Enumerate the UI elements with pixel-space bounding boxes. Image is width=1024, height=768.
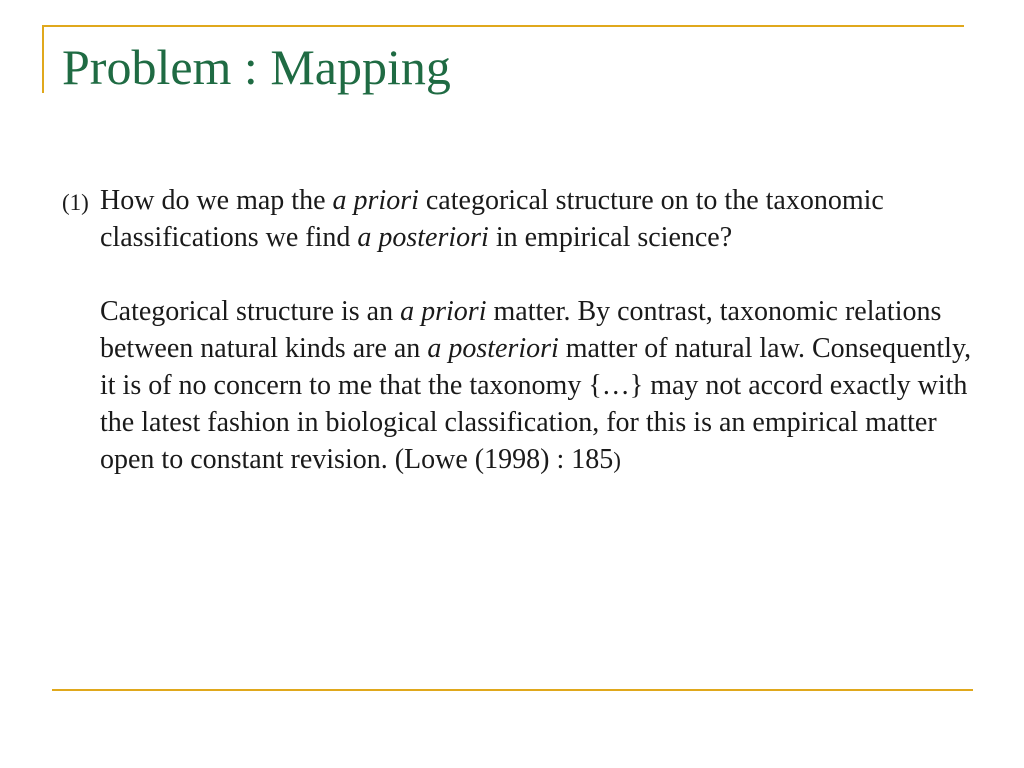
slide-body <box>62 182 972 479</box>
slide-title: Problem : Mapping <box>62 39 451 95</box>
quote-text-1: Categorical structure is an <box>100 296 401 327</box>
quote-paragraph <box>62 293 972 479</box>
question-italic-a-posteriori: a posteriori <box>357 222 489 253</box>
question-italic-a-priori: a priori <box>332 185 419 216</box>
quote-text-2: matter. By contrast, taxonomic relations between natural kinds are an <box>100 296 942 364</box>
citation-close-paren: ) <box>613 448 621 473</box>
footer-rule <box>52 689 973 691</box>
question-text-1: How do we map the <box>100 185 333 216</box>
item-number: (1) <box>62 190 89 215</box>
quote-italic-a-priori: a priori <box>400 296 487 327</box>
question-item <box>62 182 972 256</box>
quote-text-3: matter of natural law. Consequently, it is of no concern to me that the taxonomy {…} may not accord exactly with the latest fashion in biological classification, for this is an empirical matter open to constant revision. (Lowe (1998) : 185 <box>100 333 972 475</box>
quote-italic-a-posteriori: a posteriori <box>427 333 559 364</box>
question-text-2: categorical structure on to the taxonomic classifications we find <box>100 185 884 253</box>
question-text-3: in empirical science? <box>488 222 733 253</box>
